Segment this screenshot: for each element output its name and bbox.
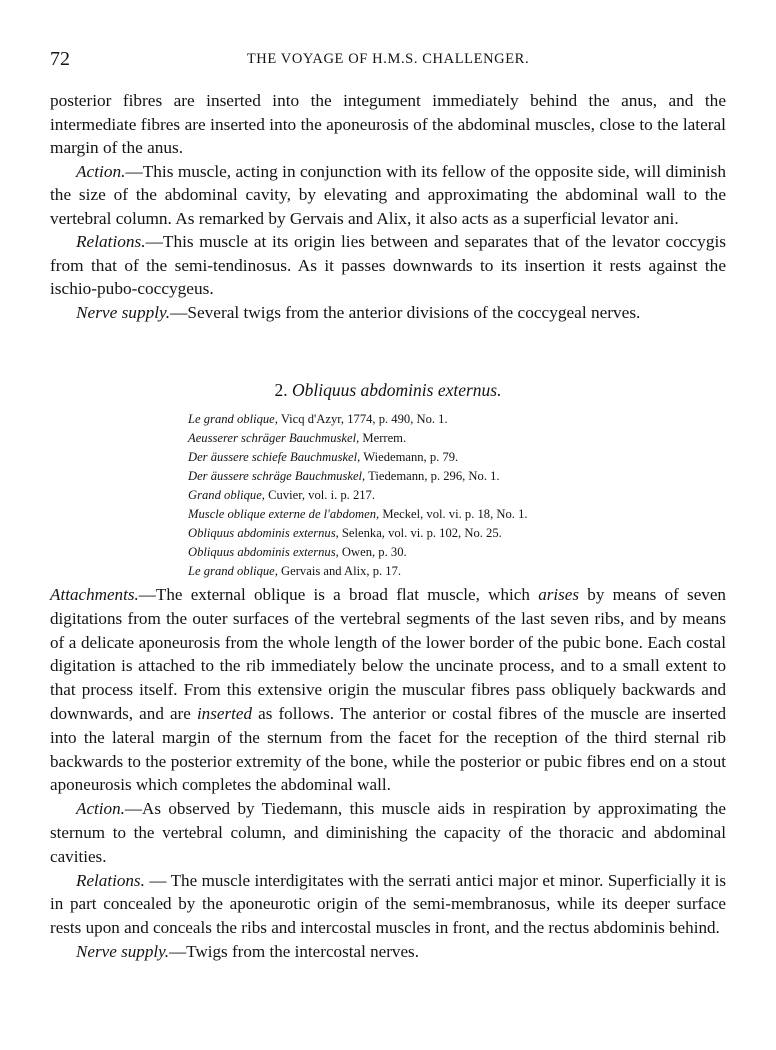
- synonym-name: Der äussere schiefe Bauchmuskel,: [188, 450, 361, 464]
- nerve-supply-label-prev: Nerve supply.: [76, 302, 171, 322]
- section-number: 2.: [274, 380, 288, 400]
- nerve-supply-label: Nerve supply.: [76, 941, 170, 961]
- page-number: 72: [50, 48, 70, 70]
- attachments-text: by means of seven digitations from the outer surfaces of the vertebral segments of the last seven ribs, and by means of a delicate aponeurosis from the whole length of the lower border of the pubic bone. Each costal digitation is attached to the rib immediately below the uncinate process, and to a small extent to that process itself. From this extensive origin the muscular fibres pass obliquely backwards and downwards, and are: [50, 585, 726, 723]
- relations-label-prev: Relations.: [76, 232, 146, 251]
- synonym-name: Le grand oblique,: [188, 412, 278, 426]
- relations-text-prev: —This muscle at its origin lies between and separates that of the levator coccygis from that of the semi-tendinosus. As it passes downwards to its insertion it rests against the ischio-pubo-coccygeus.: [50, 232, 726, 298]
- synonymy-list: [188, 410, 668, 581]
- synonym-reference: Cuvier, vol. i. p. 217.: [264, 488, 376, 502]
- synonym-name: Obliquus abdominis externus,: [188, 545, 339, 559]
- synonym-name: Muscle oblique externe de l'abdomen,: [188, 507, 380, 521]
- synonym-entry: [188, 524, 668, 543]
- synonym-name: Obliquus abdominis externus,: [188, 526, 339, 540]
- relations-paragraph: [50, 869, 726, 940]
- synonym-name: Aeusserer schräger Bauchmuskel,: [188, 431, 360, 445]
- attachments-paragraph: [50, 583, 726, 797]
- synonym-reference: Meckel, vol. vi. p. 18, No. 1.: [379, 507, 528, 521]
- action-text: —As observed by Tiedemann, this muscle aids in respiration by approximating the sternum to the vertebral column, and diminishing the capacity of the thoracic and abdominal cavities.: [50, 799, 726, 866]
- action-paragraph-prev: [50, 160, 726, 231]
- relations-label: Relations.: [76, 870, 145, 890]
- synonym-entry: [188, 486, 668, 505]
- synonym-entry: [188, 543, 668, 562]
- synonym-entry: [188, 562, 668, 581]
- synonym-reference: Selenka, vol. vi. p. 102, No. 25.: [338, 526, 502, 540]
- synonym-name: Le grand oblique,: [188, 564, 278, 578]
- synonym-name: Grand oblique,: [188, 488, 265, 502]
- synonym-reference: Owen, p. 30.: [338, 545, 407, 559]
- bottom-text-block: [50, 583, 726, 964]
- synonym-reference: Tiedemann, p. 296, No. 1.: [365, 469, 500, 483]
- synonym-entry: [188, 467, 668, 486]
- synonym-name: Der äussere schräge Bauchmuskel,: [188, 469, 366, 483]
- nerve-supply-paragraph: [50, 940, 726, 964]
- synonym-entry: [188, 505, 668, 524]
- arises-term: arises: [538, 585, 580, 604]
- attachments-label: Attachments.: [50, 585, 139, 604]
- nerve-supply-paragraph-prev: [50, 301, 726, 325]
- page-header: [50, 48, 726, 72]
- attachments-text: as follows. The anterior or costal fibres of the muscle are inserted into the lateral margin of the sternum from the facet for the reception of the third sternal rib backwards to the posterior extremity of the bone, while the posterior or pubic fibres end on a stout aponeurosis which completes the abdominal wall.: [50, 703, 726, 795]
- synonym-reference: Wiedemann, p. 79.: [360, 450, 459, 464]
- nerve-supply-text-prev: —Several twigs from the anterior divisions of the coccygeal nerves.: [170, 302, 641, 322]
- inserted-term: inserted: [196, 703, 253, 723]
- relations-text: — The muscle interdigitates with the serrati antici major et minor. Superficially it is in part concealed by the aponeurotic origin of the semi-membranosus, while its deeper surface rests upon and conceals the ribs and intercostal muscles in front, and the rectus abdominis behind.: [50, 870, 726, 938]
- running-title: THE VOYAGE OF H.M.S. CHALLENGER.: [246, 51, 530, 67]
- continuation-paragraph: posterior fibres are inserted into the integument immediately behind the anus, and the intermediate fibres are inserted into the aponeurosis of the abdominal muscles, close to the lateral margin of the anus.: [50, 91, 726, 157]
- synonym-reference: Vicq d'Azyr, 1774, p. 490, No. 1.: [277, 412, 448, 426]
- synonym-reference: Merrem.: [359, 431, 407, 445]
- synonym-entry: [188, 448, 668, 467]
- section-title: Obliquus abdominis externus.: [291, 380, 502, 400]
- action-label-prev: Action.: [76, 161, 126, 181]
- synonym-entry: [188, 429, 668, 448]
- action-label: Action.: [76, 799, 125, 819]
- action-paragraph: [50, 797, 726, 868]
- section-heading: [0, 380, 776, 401]
- relations-paragraph-prev: [50, 230, 726, 301]
- synonym-reference: Gervais and Alix, p. 17.: [277, 564, 402, 578]
- nerve-supply-text: —Twigs from the intercostal nerves.: [169, 941, 419, 961]
- synonym-entry: [188, 410, 668, 429]
- top-text-block: [50, 89, 726, 324]
- action-text-prev: —This muscle, acting in conjunction with its fellow of the opposite side, will diminish the size of the abdominal cavity, by elevating and approximating the abdominal wall to the vertebral column. As remarked by Gervais and Alix, it also acts as a superficial levator ani.: [50, 161, 726, 228]
- attachments-text: —The external oblique is a broad flat muscle, which: [138, 585, 539, 604]
